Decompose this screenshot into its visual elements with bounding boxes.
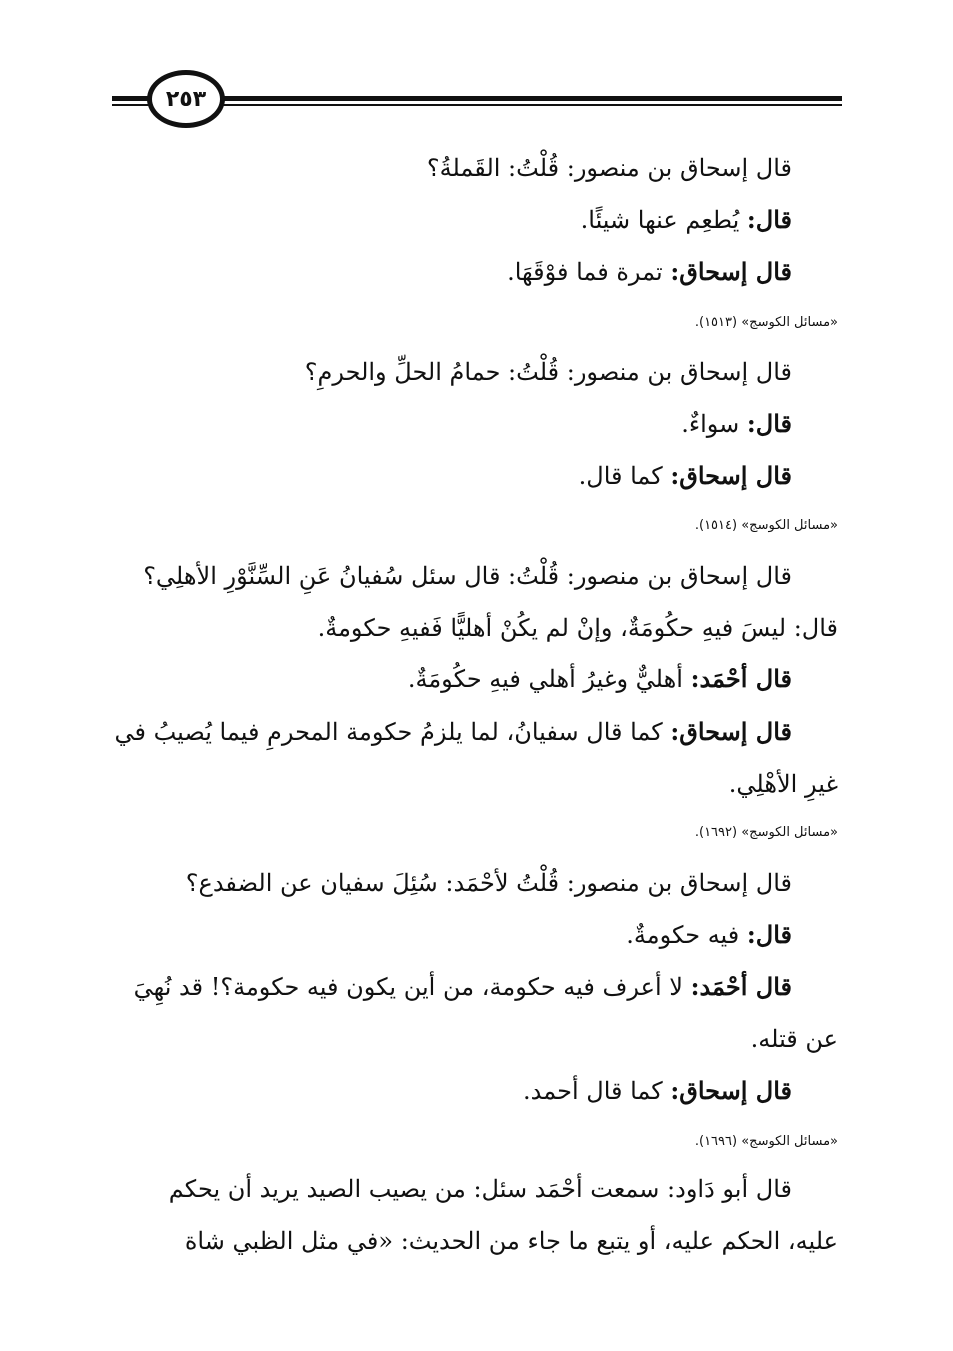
line-text: كما قال.	[578, 462, 671, 490]
text-line	[134, 970, 792, 1004]
text-line	[185, 1224, 838, 1258]
line-text: كما قال سفيانُ، لما يلزمُ حكومة المحرمِ فيما يُصيبُ في	[114, 718, 671, 746]
text-line	[169, 1172, 792, 1206]
text-line	[408, 662, 792, 696]
text-line	[114, 715, 792, 749]
text-line	[729, 767, 838, 801]
page-number-badge	[147, 70, 225, 128]
line-text: قال إسحاق بن منصور: قُلْتُ: حمامُ الحلِّ والحرمِ؟	[304, 358, 792, 386]
text-line	[507, 255, 792, 289]
speaker-label: قال إسحاق:	[670, 257, 792, 286]
line-text: تمرة فما فوْقَهَا.	[507, 258, 671, 286]
line-text: سواءٌ.	[681, 410, 747, 438]
speaker-label: قال أحْمَد:	[690, 972, 792, 1001]
text-line	[318, 611, 838, 645]
speaker-label: قال:	[746, 409, 792, 438]
page-number: ٢٥٣	[165, 86, 207, 112]
line-text: عن قتله.	[750, 1025, 838, 1053]
source-citation: «مسائل الكوسج» (١٦٩٢).	[694, 825, 838, 840]
line-text: قال: ليسَ فيهِ حكُومَةٌ، وإنْ لم يكُنْ أهليًّا فَفيهِ حكومةٌ.	[317, 614, 838, 642]
text-line	[143, 559, 792, 593]
speaker-label: قال إسحاق:	[670, 717, 792, 746]
text-line	[751, 1022, 838, 1056]
line-text: قال إسحاق بن منصور: قُلْتُ: قال سئل سُفيانُ عَنِ السِّنَّوْرِ الأهلِي؟	[143, 562, 792, 590]
source-citation: «مسائل الكوسج» (١٥١٣).	[694, 315, 838, 330]
speaker-label: قال أحْمَد:	[690, 664, 792, 693]
source-citation: «مسائل الكوسج» (١٦٩٦).	[694, 1134, 838, 1149]
text-line	[626, 918, 792, 952]
text-line	[681, 407, 792, 441]
line-text: قال أبو دَاود: سمعت أحْمَد سئل: من يصيب الصيد يريد أن يحكم	[168, 1175, 792, 1203]
line-text: قال إسحاق بن منصور: قُلْتُ: القَملةُ؟	[426, 154, 792, 182]
text-line	[581, 203, 792, 237]
speaker-label: قال:	[746, 920, 792, 949]
line-text: قال إسحاق بن منصور: قُلْتُ لأحْمَد: سُئِلَ سفيان عن الضفدع؟	[185, 869, 792, 897]
text-line	[427, 151, 792, 185]
line-text: غيرِ الأهْلِي.	[728, 770, 838, 798]
source-citation: «مسائل الكوسج» (١٥١٤).	[694, 518, 838, 533]
speaker-label: قال:	[746, 205, 792, 234]
line-text: كما قال أحمد.	[523, 1077, 671, 1105]
line-text: فيه حكومةٌ.	[626, 921, 747, 949]
speaker-label: قال إسحاق:	[670, 461, 792, 490]
text-line	[186, 866, 792, 900]
line-text: لا أعرف فيه حكومة، من أين يكون فيه حكومة؟! قد نُهِيَ	[133, 973, 691, 1001]
line-text: أهليٌّ وغيرُ أهلي فيهِ حكُومَةٌ.	[407, 665, 691, 693]
line-text: يُطعِم عنها شيئًا.	[580, 206, 747, 234]
text-line	[523, 1074, 792, 1108]
text-line	[579, 459, 792, 493]
line-text: عليه، الحكم عليه، أو يتبع ما جاء من الحديث: «في مثل الظبي شاة	[184, 1227, 838, 1255]
text-line	[305, 355, 792, 389]
speaker-label: قال إسحاق:	[670, 1076, 792, 1105]
